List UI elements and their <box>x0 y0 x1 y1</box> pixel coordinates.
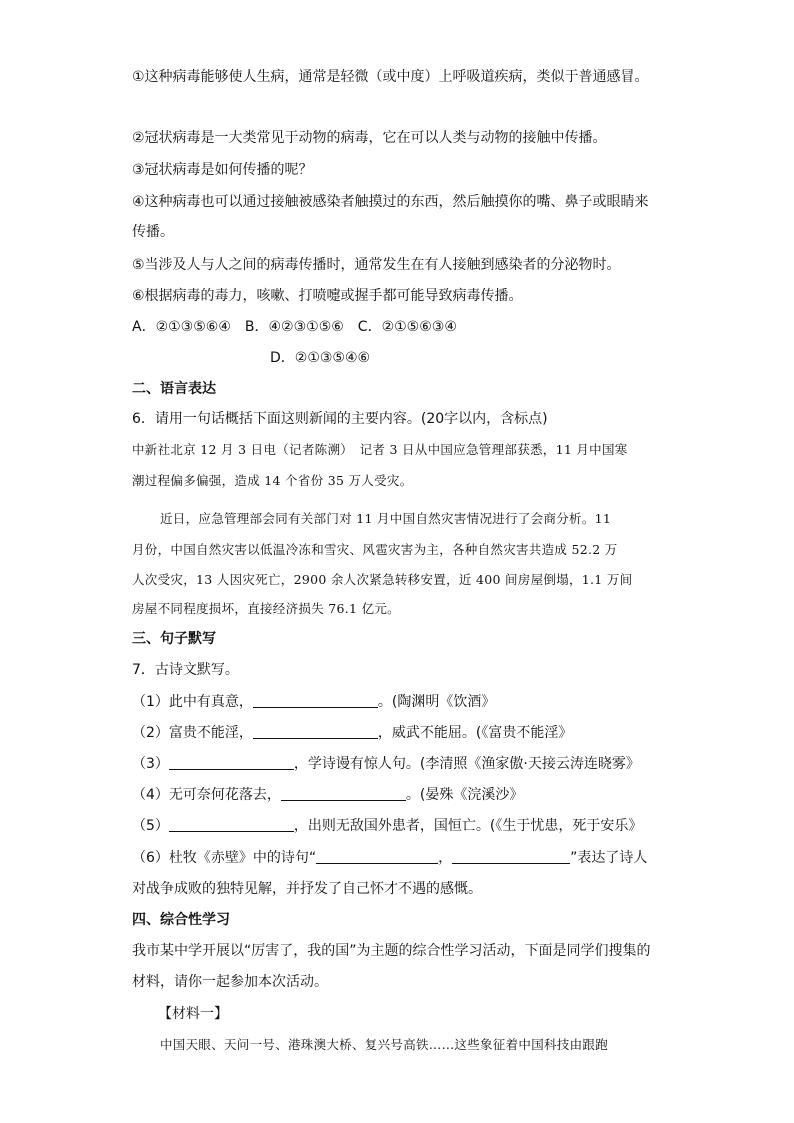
q5-sentence-4: ④这种病毒也可以通过接触被感染者触摸过的东西，然后触摸你的嘴、鼻子或眼睛来 <box>132 194 649 210</box>
poem-item-2 <box>132 724 572 742</box>
q5-sentence-3: ③冠状病毒是如何传播的呢？ <box>132 162 313 178</box>
poem-item-5 <box>132 817 642 835</box>
poem-item-1-prefix: （1）此中有真意， <box>132 694 253 710</box>
answer-blank-4[interactable] <box>281 786 406 801</box>
section-heading-recitation: 三、句子默写 <box>132 631 216 647</box>
poem-item-1-suffix: 。(陶渊明《饮酒》 <box>377 694 496 710</box>
poem-item-5-suffix: ，出则无敌国外患者，国恒亡。(《生于忧患，死于安乐》 <box>293 818 643 834</box>
q5-sentence-2: ②冠状病毒是一大类常见于动物的病毒，它在可以人类与动物的接触中传播。 <box>132 130 607 146</box>
q7-prompt: 7．古诗文默写。 <box>132 662 239 678</box>
answer-blank-1[interactable] <box>253 693 378 708</box>
poem-item-1 <box>132 693 495 711</box>
poem-item-4-suffix: 。(晏殊《浣溪沙》 <box>405 787 524 803</box>
answer-blank-3[interactable] <box>169 755 294 770</box>
q6-prompt: 6．请用一句话概括下面这则新闻的主要内容。(20字以内，含标点) <box>132 411 548 427</box>
poem-item-6 <box>132 849 647 867</box>
news-line: 近日，应急管理部会同有关部门对 11 月中国自然灾害情况进行了会商分析。11 <box>160 511 612 526</box>
poem-item-3-suffix: ，学诗谩有惊人句。(李清照《渔家傲·天接云涛连晓雾》 <box>293 756 640 772</box>
q5-sentence-5: ⑤当涉及人与人之间的病毒传播时，通常发生在有人接触到感染者的分泌物时。 <box>132 257 621 273</box>
poem-item-3-prefix: （3） <box>132 756 169 772</box>
poem-item-6-cont: 对战争成败的独特见解，并抒发了自己怀才不遇的感慨。 <box>132 881 482 897</box>
poem-item-6-prefix: （6）杜牧《赤壁》中的诗句“ <box>132 850 317 866</box>
answer-blank-6b[interactable] <box>452 849 570 864</box>
news-line: 房屋不同程度损坏，直接经济损失 76.1 亿元。 <box>132 601 400 616</box>
answer-blank-6a[interactable] <box>316 849 438 864</box>
news-line: 人次受灾，13 人因灾死亡，2900 余人次紧急转移安置，近 400 间房屋倒塌，1.1 万间 <box>132 572 633 587</box>
section-heading-language-expression: 二、语言表达 <box>132 381 216 397</box>
activity-intro-cont: 材料，请你一起参加本次活动。 <box>132 974 328 990</box>
answer-blank-5[interactable] <box>169 817 294 832</box>
poem-item-6-suffix: ”表达了诗人 <box>570 850 648 866</box>
poem-item-2-prefix: （2）富贵不能淫， <box>132 725 253 741</box>
news-line: 潮过程偏多偏强，造成 14 个省份 35 万人受灾。 <box>132 473 413 488</box>
answer-blank-2[interactable] <box>253 724 378 739</box>
poem-item-6-comma: ， <box>438 850 453 866</box>
q5-sentence-6: ⑥根据病毒的毒力，咳嗽、打喷嚏或握手都可能导致病毒传播。 <box>132 288 523 304</box>
q5-options-abc: A．②①③⑤⑥④ B．④②③①⑤⑥ C．②①⑤⑥③④ <box>132 319 457 335</box>
poem-item-4 <box>132 786 523 804</box>
news-line: 中新社北京 12 月 3 日电（记者陈溯） 记者 3 日从中国应急管理部获悉，11 月中国寒 <box>132 442 628 457</box>
poem-item-2-suffix: ，威武不能屈。(《富贵不能淫》 <box>377 725 573 741</box>
material-one-label: 【材料一】 <box>158 1006 228 1022</box>
q5-option-d: D．②①③⑤④⑥ <box>270 350 371 366</box>
news-line: 月份，中国自然灾害以低温冷冻和雪灾、风雹灾害为主，各种自然灾害共造成 52.2 万 <box>132 542 618 557</box>
poem-item-5-prefix: （5） <box>132 818 169 834</box>
poem-item-3 <box>132 755 640 773</box>
activity-intro: 我市某中学开展以“厉害了，我的国”为主题的综合性学习活动，下面是同学们搜集的 <box>132 943 651 959</box>
material-one-text: 中国天眼、天问一号、港珠澳大桥、复兴号高铁……这些象征着中国科技由跟跑 <box>160 1037 609 1052</box>
q5-sentence-1: ①这种病毒能够使人生病，通常是轻微（或中度）上呼吸道疾病，类似于普通感冒。 <box>132 69 649 85</box>
poem-item-4-prefix: （4）无可奈何花落去， <box>132 787 281 803</box>
section-heading-comprehensive-study: 四、综合性学习 <box>132 912 230 928</box>
q5-sentence-4-cont: 传播。 <box>132 224 174 240</box>
